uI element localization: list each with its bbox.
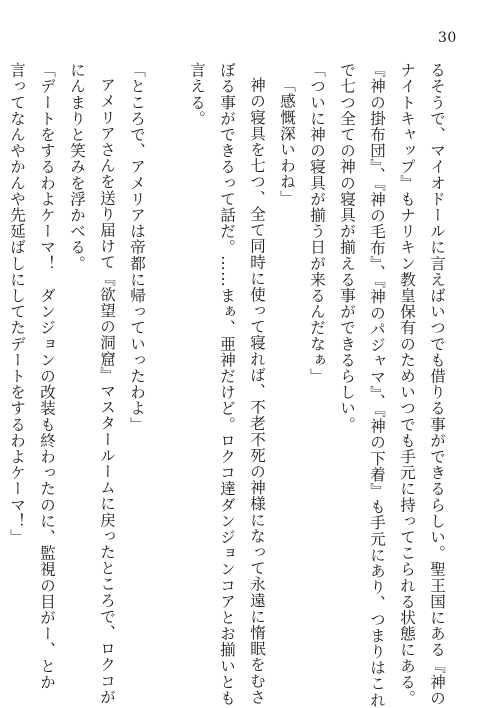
text-line: 言ってなんやかんや先延ばしにしてたデートをするわよケーマ！」 [8, 62, 26, 545]
text-line: 言える。 [188, 62, 206, 127]
text-line: るそうで、マイオドールに言えばいつでも借りる事ができるらしい。聖王国にある『神の [428, 62, 446, 706]
text-line: にんまりと笑みを浮かべる。 [68, 62, 86, 272]
text-line: 『神の掛布団』、『神の毛布』、『神のパジャマ』、『神の下着』も手元にあり、つまりはこれ [368, 62, 386, 708]
text-line: ぼる事ができるって話だ。……まぁ、亜神だけど。ロクコ達ダンジョンコアとお揃いとも [218, 62, 236, 706]
text-line: 「ところで、アメリアは帝都に帰っていったわよ」 [128, 62, 146, 433]
vertical-text-block [0, 62, 446, 708]
text-line: 「デートをするわよケーマ！ ダンジョンの改装も終わったのに、監視の目がー、とか [38, 62, 56, 690]
text-line: 「感慨深いわね」 [278, 77, 296, 206]
text-line: アメリアさんを送り届けて『欲望の洞窟』マスタールームに戻ったところで、ロクコが [98, 77, 116, 705]
text-line: 神の寝具を七つ、全て同時に使って寝れば、不老不死の神様になって永遠に惰眠をむさ [248, 77, 266, 705]
text-line: ナイトキャップ』もナリキン教皇保有のためいつでも手元に持ってこられる状態にある。 [398, 62, 416, 706]
page-number: 30 [438, 30, 457, 46]
text-line: 「ついに神の寝具が揃う日が来るんだなぁ」 [308, 62, 326, 384]
text-line: で七つ全ての神の寝具が揃える事ができるらしい。 [338, 62, 356, 433]
